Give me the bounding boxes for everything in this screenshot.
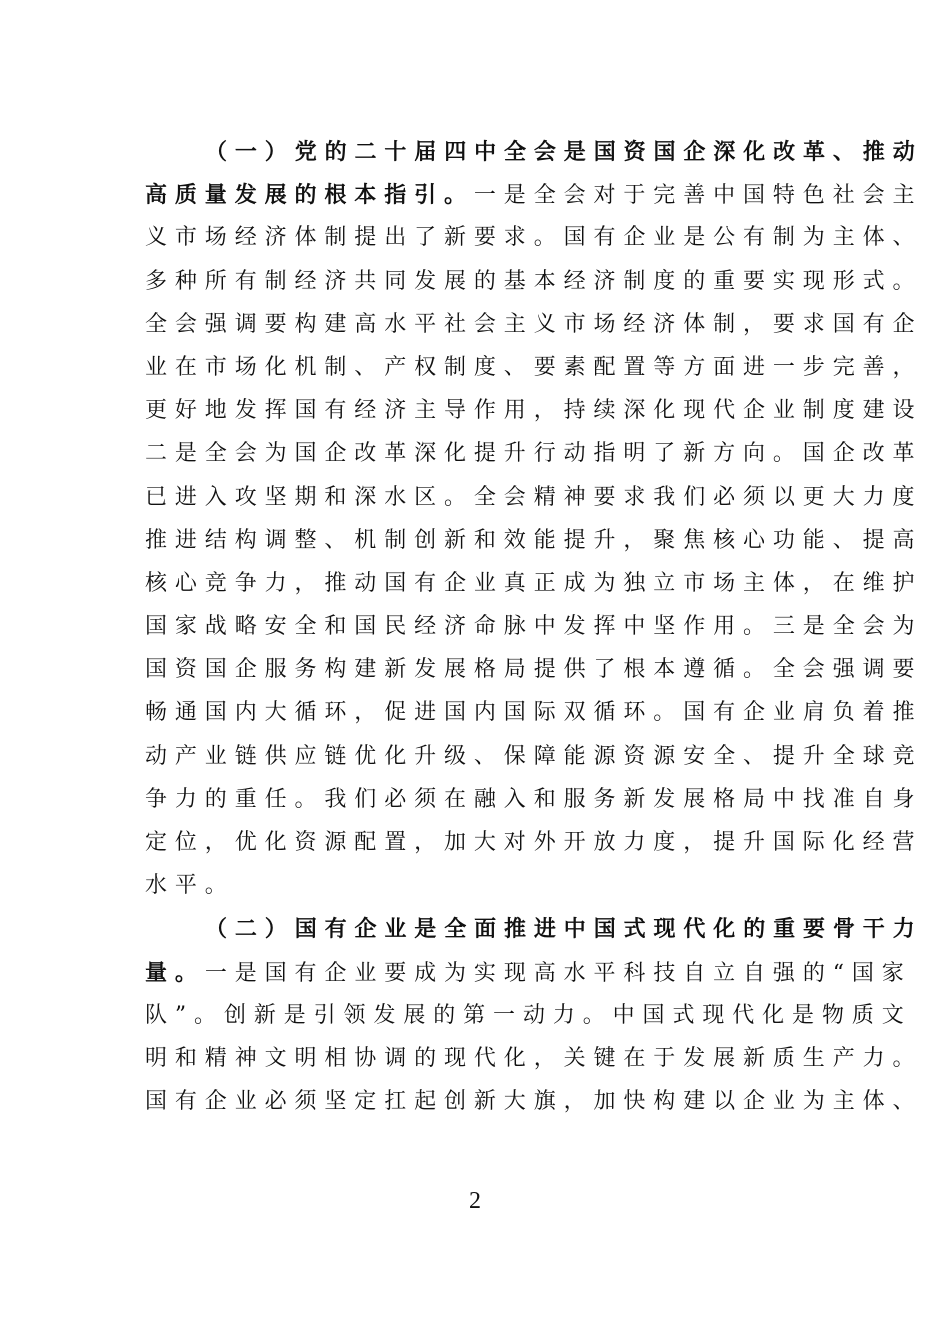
heading-text: （一）党的二十届四中全会是国资国企深化改革、推动	[205, 139, 923, 165]
line-text: 多种所有制经济共同发展的基本经济制度的重要实现形式。	[145, 268, 923, 294]
line-text: 明和精神文明相协调的现代化，关键在于发展新质生产力。	[145, 1045, 923, 1071]
text-line	[145, 480, 923, 523]
text-line	[145, 739, 923, 782]
text-line	[145, 566, 923, 609]
heading-text: 量。	[145, 959, 205, 986]
line-text: 国资国企服务构建新发展格局提供了根本遵循。全会强调要	[145, 657, 923, 683]
line-text: 核心竞争力，推动国有企业真正成为独立市场主体，在维护	[145, 570, 923, 596]
text-line	[145, 1084, 923, 1127]
text-line	[145, 220, 923, 263]
line-text: 定位，优化资源配置，加大对外开放力度，提升国际化经营	[145, 830, 923, 855]
text-line	[145, 609, 923, 652]
line-text: 更好地发挥国有经济主导作用，持续深化现代企业制度建设	[145, 398, 923, 424]
line-text: 畅通国内大循环，促进国内国际双循环。国有企业肩负着推	[145, 700, 923, 726]
line-text: 业在市场化机制、产权制度、要素配置等方面进一步完善，	[145, 354, 923, 380]
text-line	[145, 825, 923, 868]
page-number: 2	[469, 1188, 481, 1214]
text-line	[145, 350, 923, 393]
line-text: 国有企业必须坚定扛起创新大旗，加快构建以企业为主体、	[145, 1089, 923, 1115]
line-text: 义市场经济体制提出了新要求。国有企业是公有制为主体、	[145, 225, 923, 251]
line-text: 国家战略安全和国民经济命脉中发挥中坚作用。三是全会为	[145, 614, 923, 640]
line-text: 水平。	[145, 873, 235, 899]
text-line	[145, 393, 923, 436]
text-line	[145, 868, 815, 911]
heading-text: 高质量发展的根本指引。	[145, 182, 474, 209]
text-line	[145, 264, 923, 307]
body-text	[145, 134, 923, 1127]
line-text: 队”。创新是引领发展的第一动力。中国式现代化是物质文	[145, 1002, 912, 1028]
text-line	[145, 307, 923, 350]
text-line	[145, 695, 923, 738]
line-text: 一是全会对于完善中国特色社会主	[473, 183, 923, 209]
line-text: 动产业链供应链优化升级、保障能源资源安全、提升全球竞	[145, 743, 923, 769]
text-line	[145, 782, 923, 825]
line-text: 推进结构调整、机制创新和效能提升，聚焦核心功能、提高	[145, 527, 923, 553]
line-text: 二是全会为国企改革深化提升行动指明了新方向。国企改革	[145, 441, 923, 467]
line-text: 全会强调要构建高水平社会主义市场经济体制，要求国有企	[145, 311, 923, 337]
text-line	[145, 998, 912, 1041]
text-line	[145, 436, 923, 479]
text-line	[145, 134, 923, 177]
text-line	[145, 652, 923, 695]
line-text: 已进入攻坚期和深水区。全会精神要求我们必须以更大力度	[145, 484, 923, 510]
heading-text: （二）国有企业是全面推进中国式现代化的重要骨干力	[205, 916, 923, 943]
text-line	[145, 177, 923, 220]
text-line	[145, 523, 923, 566]
line-text: 争力的重任。我们必须在融入和服务新发展格局中找准自身	[145, 786, 923, 812]
text-line	[145, 1041, 923, 1084]
text-line	[145, 911, 923, 954]
line-text: 一是国有企业要成为实现高水平科技自立自强的“国家	[204, 960, 912, 986]
text-line	[145, 955, 912, 998]
